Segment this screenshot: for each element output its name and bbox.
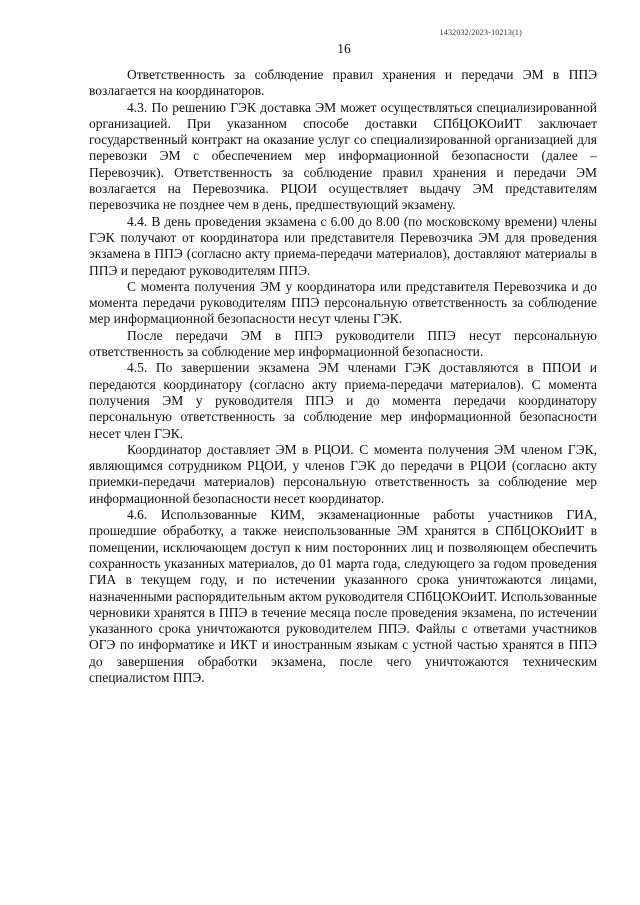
paragraph-4-4: 4.4. В день проведения экзамена с 6.00 до 8.00 (по московскому времени) члены ГЭК получают от координатора или представителя Перевозчика ЭМ для проведения экзамена в ППЭ (согласно акту приема-передачи материалов), доставляют материалы в ППЭ и передают руководителям ППЭ. — [89, 213, 597, 278]
paragraph-responsibility-coordinators: Ответственность за соблюдение правил хранения и передачи ЭМ в ППЭ возлагается на координаторов. — [89, 67, 597, 99]
paragraph-4-5: 4.5. По завершении экзамена ЭМ членами ГЭК доставляются в ППОИ и передаются координатору (согласно акту приема-передачи материалов). С момента получения ЭМ у руководителя ППЭ и до момента передачи координатору персональную ответственность за соблюдение мер информационной безопасности несет член ГЭК. — [89, 360, 597, 441]
paragraph-4-3: 4.3. По решению ГЭК доставка ЭМ может осуществляться специализированной организацией. При указанном способе доставки СПбЦОКОиИТ заключает государственный контракт на оказание услуг со специализированной организацией для перевозки ЭМ с обеспечением мер информационной безопасности (далее – Перевозчик). Ответственность за соблюдение правил хранения и передачи ЭМ возлагается на Перевозчика. РЦОИ осуществляет выдачу ЭМ представителям перевозчика не позднее чем в день, предшествующий экзамену. — [89, 99, 597, 213]
document-body — [89, 67, 597, 686]
paragraph-gek-responsibility: С момента получения ЭМ у координатора или представителя Перевозчика и до момента передачи руководителям ППЭ персональную ответственность за соблюдение мер информационной безопасности несут члены ГЭК. — [89, 278, 597, 327]
paragraph-coordinator-delivery: Координатор доставляет ЭМ в РЦОИ. С момента получения ЭМ членом ГЭК, являющимся сотрудником РЦОИ, у членов ГЭК до передачи в РЦОИ (согласно акту приемки-передачи материалов) персональную ответственность за соблюдение мер информационной безопасности несет координатор. — [89, 441, 597, 506]
document-id: 1432032/2023-10213(1) — [439, 28, 522, 37]
paragraph-ppe-heads-responsibility: После передачи ЭМ в ППЭ руководители ППЭ несут персональную ответственность за соблюдение мер информационной безопасности. — [89, 327, 597, 360]
page-number: 16 — [337, 41, 351, 56]
paragraph-4-6: 4.6. Использованные КИМ, экзаменационные работы участников ГИА, прошедшие обработку, а также неиспользованные ЭМ хранятся в СПбЦОКОиИТ в помещении, исключающем доступ к ним посторонних лиц и позволяющем обеспечить сохранность указанных материалов, до 01 марта года, следующего за годом проведения ГИА в текущем году, и по истечении указанного срока уничтожаются лицами, назначенными распорядительным актом руководителя СПбЦОКОиИТ. Использованные черновики хранятся в ППЭ в течение месяца после проведения экзамена, по истечении указанного срока уничтожаются руководителем ППЭ. Файлы с ответами участников ОГЭ по информатике и ИКТ и иностранным языкам с устной частью хранятся в ППЭ до завершения обработки экзамена, после чего уничтожаются техническим специалистом ППЭ. — [89, 507, 597, 685]
